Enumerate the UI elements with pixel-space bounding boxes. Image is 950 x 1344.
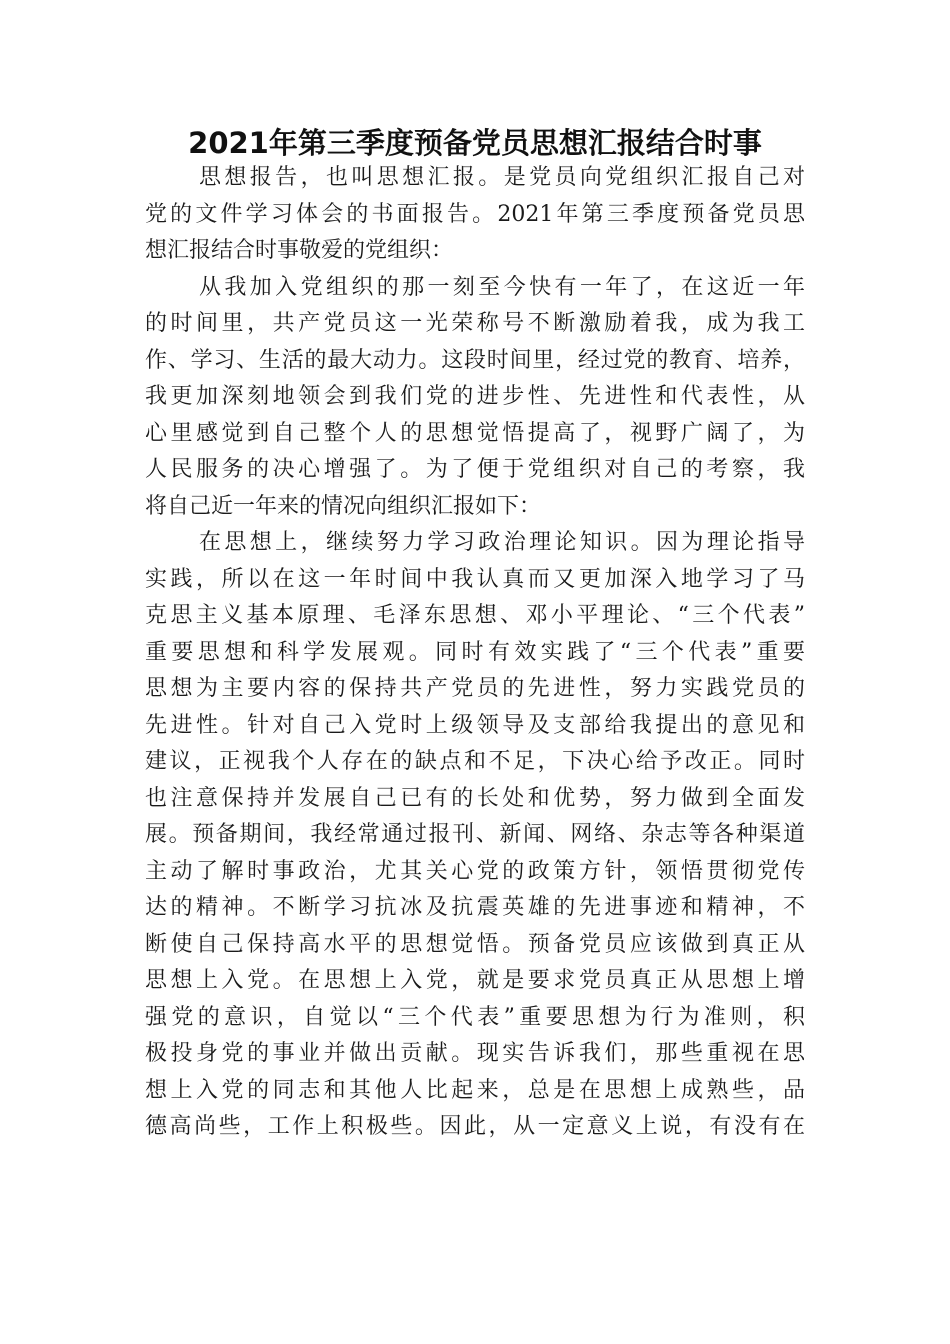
- text-line: 德高尚些，工作上积极些。因此，从一定意义上说，有没有在: [145, 1114, 805, 1139]
- text-line: 也注意保持并发展自己已有的长处和优势，努力做到全面发: [145, 785, 805, 811]
- text-line: 实践，所以在这一年时间中我认真而又更加深入地学习了马: [145, 566, 805, 592]
- text-line: 思想为主要内容的保持共产党员的先进性，努力实践党员的: [145, 676, 805, 701]
- text-line: 在思想上，继续努力学习政治理论知识。因为理论指导: [199, 530, 805, 555]
- text-line: 极投身党的事业并做出贡献。现实告诉我们，那些重视在思: [145, 1041, 805, 1066]
- text-line: 心里感觉到自己整个人的思想觉悟提高了，视野广阔了，为: [145, 420, 805, 446]
- text-line: 主动了解时事政治，尤其关心党的政策方针，领悟贯彻党传: [145, 858, 805, 884]
- text-line: 的时间里，共产党员这一光荣称号不断激励着我，成为我工: [145, 311, 805, 336]
- text-line: 重要思想和科学发展观。同时有效实践了“三个代表”重要: [145, 639, 805, 665]
- text-line: 人民服务的决心增强了。为了便于党组织对自己的考察，我: [145, 457, 805, 482]
- text-line: 想汇报结合时事敬爱的党组织：: [145, 238, 454, 263]
- text-line: 思想上入党。在思想上入党，就是要求党员真正从思想上增: [145, 968, 805, 993]
- text-line: 党的文件学习体会的书面报告。2021年第三季度预备党员思: [145, 201, 805, 227]
- document-title: 2021年第三季度预备党员思想汇报结合时事: [188, 126, 762, 160]
- text-line: 从我加入党组织的那一刻至今快有一年了，在这近一年: [199, 274, 805, 300]
- text-line: 先进性。针对自己入党时上级领导及支部给我提出的意见和: [145, 712, 805, 738]
- text-line: 展。预备期间，我经常通过报刊、新闻、网络、杂志等各种渠道: [145, 822, 805, 847]
- text-line: 建议，正视我个人存在的缺点和不足，下决心给予改正。同时: [145, 749, 805, 774]
- text-line: 将自己近一年来的情况向组织汇报如下：: [145, 493, 542, 519]
- document-body: [145, 160, 805, 1146]
- text-line: 强党的意识，自觉以“三个代表”重要思想为行为准则，积: [145, 1004, 805, 1030]
- text-line: 达的精神。不断学习抗冰及抗震英雄的先进事迹和精神，不: [145, 895, 805, 920]
- text-line: 断使自己保持高水平的思想觉悟。预备党员应该做到真正从: [145, 931, 805, 957]
- text-line: 克思主义基本原理、毛泽东思想、邓小平理论、“三个代表”: [145, 603, 805, 628]
- text-line: 我更加深刻地领会到我们党的进步性、先进性和代表性，从: [145, 384, 805, 409]
- text-line: 想上入党的同志和其他人比起来，总是在思想上成熟些，品: [145, 1077, 805, 1103]
- text-line: 作、学习、生活的最大动力。这段时间里，经过党的教育、培养，: [145, 347, 805, 373]
- text-line: 思想报告，也叫思想汇报。是党员向党组织汇报自己对: [199, 165, 805, 190]
